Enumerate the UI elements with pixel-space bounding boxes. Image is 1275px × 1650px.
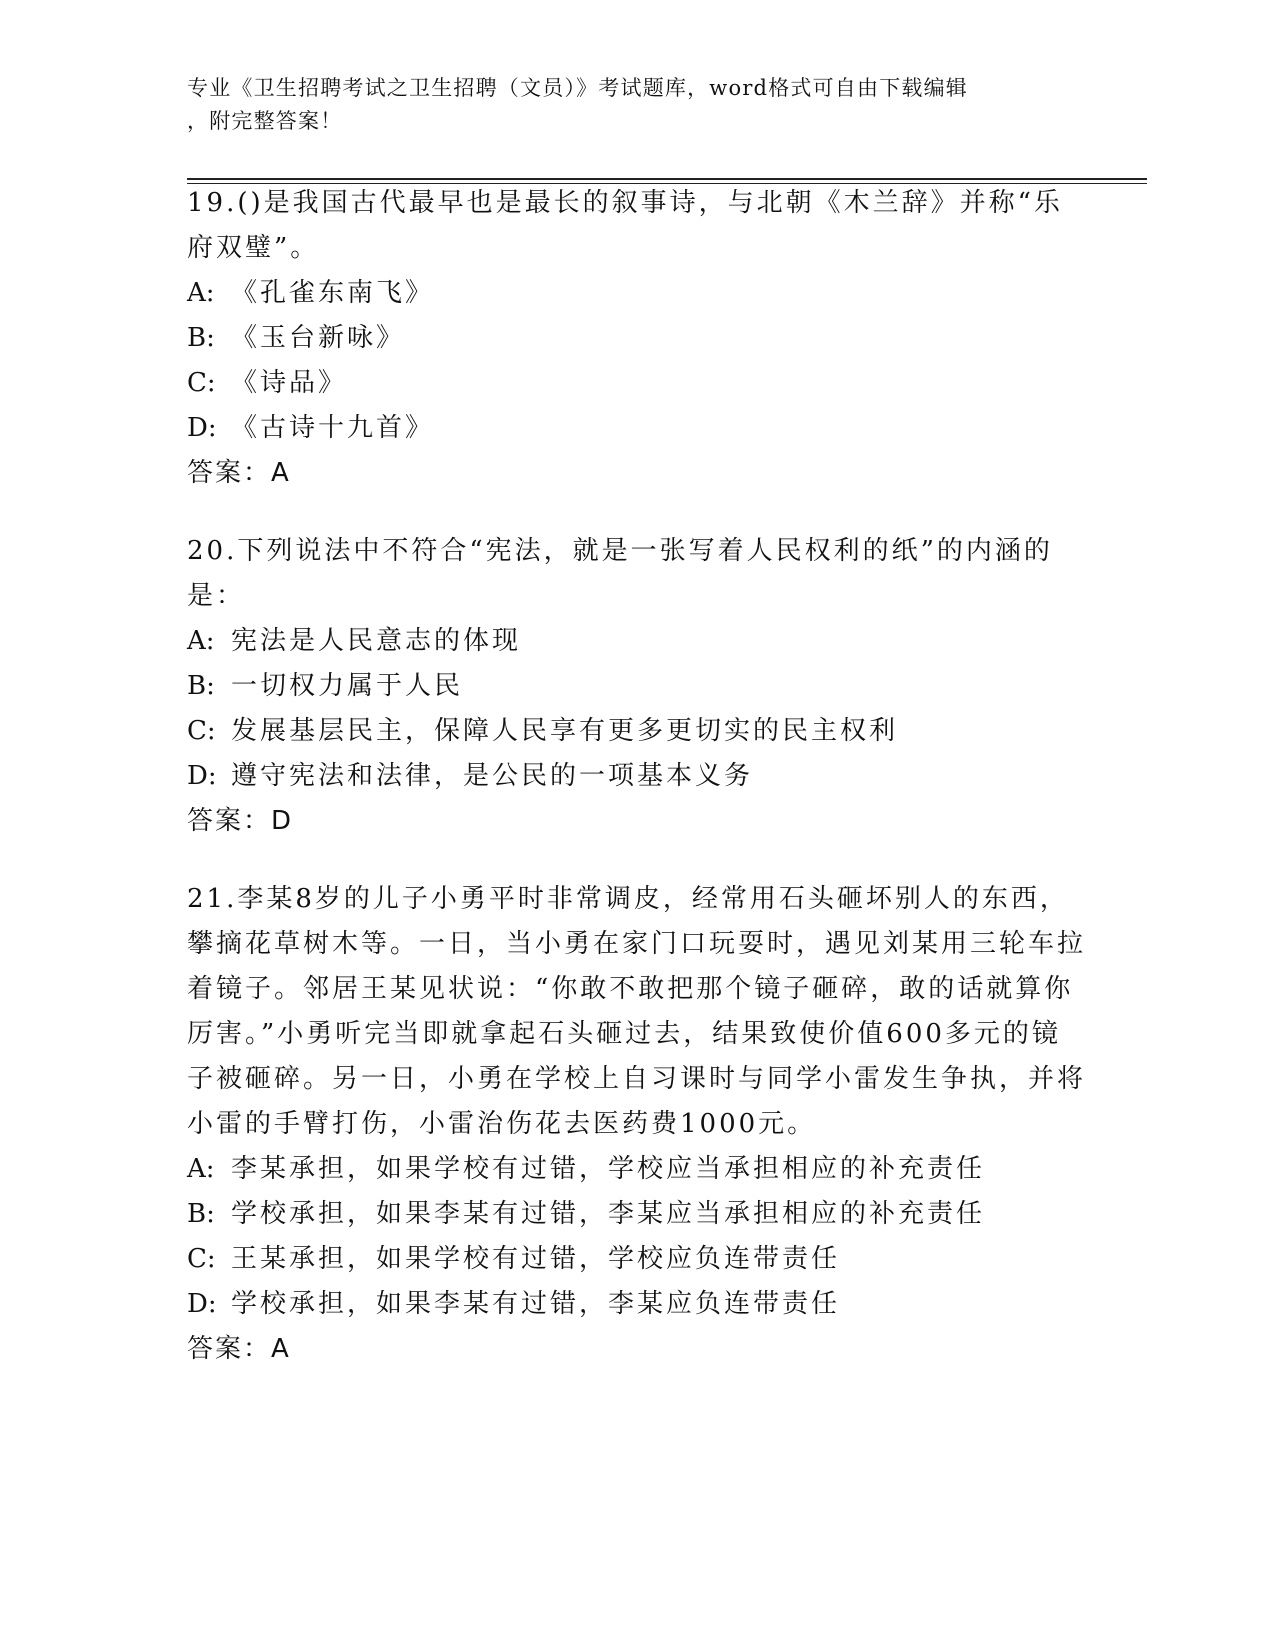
option-letter: A: [187,1154,215,1184]
option-text: 《孔雀东南飞》 [231,278,435,308]
option-a [187,619,1087,664]
question-stem: 19.()是我国古代最早也是最长的叙事诗，与北朝《木兰辞》并称“乐府双璧”。 [187,188,1063,263]
option-text: 王某承担，如果学校有过错，学校应负连带责任 [231,1244,841,1274]
option-letter: D: [187,413,217,443]
option-text: 《古诗十九首》 [231,413,435,443]
option-letter: B: [187,323,215,353]
answer-value: A [271,1334,289,1364]
option-a [187,1147,1087,1192]
option-d [187,1282,1087,1327]
option-b [187,316,1087,361]
option-b [187,664,1087,709]
option-text: 李某承担，如果学校有过错，学校应当承担相应的补充责任 [231,1154,986,1184]
option-letter: B: [187,671,215,701]
option-text: 宪法是人民意志的体现 [231,626,522,656]
answer-line [187,1327,1087,1372]
option-d [187,406,1087,451]
question-21 [187,877,1087,1372]
option-letter: C: [187,716,216,746]
option-text: 一切权力属于人民 [231,671,464,701]
option-letter: A: [187,626,215,656]
question-20 [187,529,1087,844]
answer-value: D [271,806,292,836]
option-text: 《玉台新咏》 [231,323,406,353]
option-a [187,271,1087,316]
option-letter: C: [187,1244,216,1274]
option-b [187,1192,1087,1237]
header-line-2: ，附完整答案！ [187,109,343,133]
option-text: 学校承担，如果李某有过错，李某应负连带责任 [231,1289,841,1319]
answer-line [187,799,1087,844]
option-text: 遵守宪法和法律，是公民的一项基本义务 [231,761,754,791]
option-d [187,754,1087,799]
option-letter: C: [187,368,216,398]
answer-value: A [271,458,289,488]
option-c [187,1237,1087,1282]
answer-line [187,451,1087,496]
document-header [187,72,1087,138]
option-letter: A: [187,278,215,308]
answer-label: 答案： [187,1334,272,1364]
answer-label: 答案： [187,806,272,836]
option-text: 学校承担，如果李某有过错，李某应当承担相应的补充责任 [231,1199,986,1229]
question-stem: 21.李某8岁的儿子小勇平时非常调皮，经常用石头砸坏别人的东西，攀摘花草树木等。一日，当小勇在家门口玩耍时，遇见刘某用三轮车拉着镜子。邻居王某见状说：“你敢不敢把那个镜子砸碎，敢的话就算你厉害。”小勇听完当即就拿起石头砸过去，结果致使价值600多元的镜子被砸碎。另一日，小勇在学校上自习课时与同学小雷发生争执，并将小雷的手臂打伤，小雷治伤花去医药费1000元。 [187,884,1087,1139]
answer-label: 答案： [187,458,272,488]
header-line-1: 专业《卫生招聘考试之卫生招聘（文员）》考试题库，word格式可自由下载编辑 [187,76,968,100]
option-letter: B: [187,1199,215,1229]
option-text: 发展基层民主，保障人民享有更多更切实的民主权利 [231,716,899,746]
option-c [187,361,1087,406]
question-19 [187,181,1087,496]
option-letter: D: [187,1289,217,1319]
header-divider-thick [187,178,1147,180]
option-c [187,709,1087,754]
option-letter: D: [187,761,217,791]
option-text: 《诗品》 [231,368,348,398]
question-stem: 20.下列说法中不符合“宪法，就是一张写着人民权利的纸”的内涵的是： [187,536,1053,611]
